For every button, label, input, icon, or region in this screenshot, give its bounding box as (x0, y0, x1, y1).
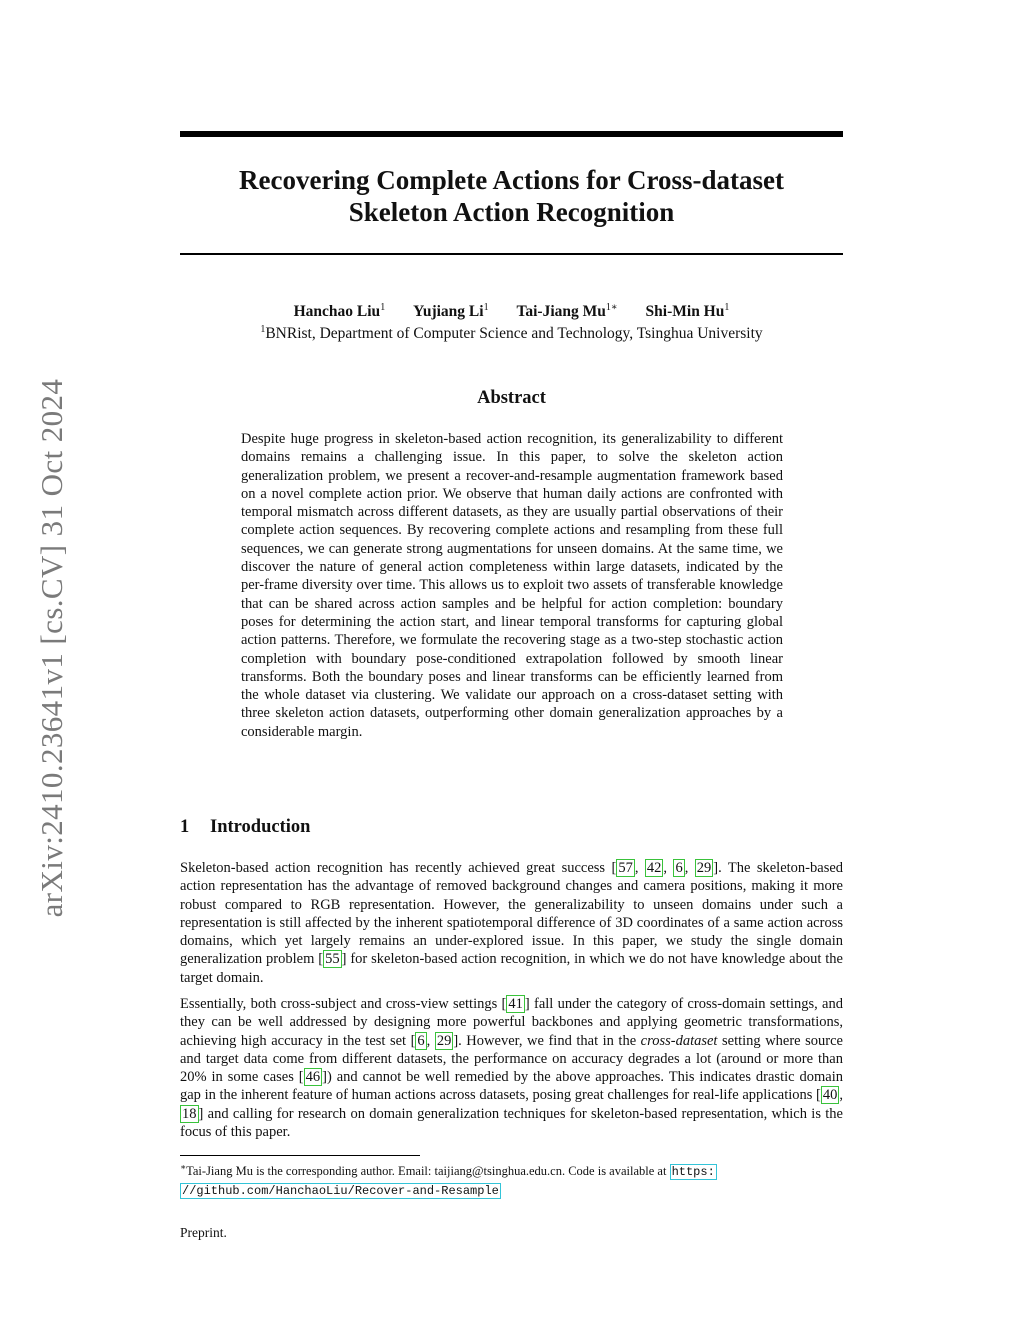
citation-link[interactable]: 57 (618, 860, 633, 876)
title-bottom-rule (180, 253, 843, 255)
citation-link[interactable]: 55 (325, 951, 340, 968)
abstract-body: Despite huge progress in skeleton-based action recognition, its generalizability to different domains remains a challenging issue. In this paper, to solve the skeleton action generalization problem, we present a recover-and-resample augmentation framework based on a novel complete action prior. We observe that human daily actions are confronted with temporal mismatch across different datasets, as they are usually partial observations of their complete action sequences. By recovering complete actions and resampling from these full sequences, we can generate strong augmentations for unseen domains. At the same time, we discover the nature of general action completeness within large datasets, indicated by the per-frame diversity over time. This allows us to exploit two assets of transferable knowledge that can be shared across action samples and be helpful for action completion: boundary poses for determining the action start, and linear temporal transforms for capturing global action patterns. Therefore, we formulate the recovering stage as a two-step stochastic action completion with boundary pose-conditioned extrapolation followed by smooth linear transforms. Both the boundary poses and linear transforms can be efficiently learned from the whole dataset via clustering. We validate our approach on a cross-dataset setting with three skeleton action datasets, outperforming other domain generalization approaches by a considerable margin. (241, 431, 783, 740)
paper-title-line-2: Skeleton Action Recognition (348, 197, 675, 227)
introduction-paragraph-1: Skeleton-based action recognition has recently achieved great success [ 57 , 42 , 6 , 29 ]. The skeleton-based action representation has the advantage of removed background changes and camera positions, making it more robust compared to RGB representation. However, the generalizability to unseen domains under such a representation is still affected by the inherent spatiotemporal difference of 3D coordinates of a same action across domains, which yet largely remains an under-explored issue. In this paper, we study the single domain generalization problem [ 55 ] for skeleton-based action recognition, in which we do not have knowledge about the target domain. (180, 860, 844, 986)
citation-link[interactable]: 29 (436, 1032, 452, 1049)
citation-link[interactable]: 46 (305, 1069, 321, 1086)
citation-link[interactable]: 6 (675, 860, 683, 876)
author-name: Tai-Jiang $Mu^{1∗}$ (516, 302, 618, 321)
citation-link[interactable]: 40 (822, 1087, 838, 1104)
author-name: Hanchao Liu$^1$ (293, 302, 386, 321)
paper-title (180, 164, 843, 228)
citation-link[interactable]: 18 (182, 1105, 197, 1122)
introduction-heading: 1 Introduction (180, 817, 311, 837)
paper-title-line-1: Recovering Complete Actions for Cross-dataset (239, 165, 784, 195)
citation-link[interactable]: 6 (417, 1032, 425, 1049)
citation-link[interactable]: 29 (696, 860, 712, 876)
author-list (180, 298, 843, 322)
author-name: Shi-Min Hu$^1$ (645, 302, 730, 321)
author-affiliation: $^1$BNRist, Department of Computer Science and Technology, Tsinghua University (260, 324, 763, 343)
abstract-heading: Abstract (477, 388, 546, 408)
citation-link[interactable]: 42 (646, 860, 662, 876)
citation-link[interactable]: 41 (508, 996, 523, 1012)
preprint-label: Preprint. (180, 1225, 227, 1240)
code-url-link[interactable]: https: (671, 1165, 715, 1180)
introduction-paragraph-2: Essentially, both cross-subject and cross-view settings [ 41 ] fall under the category of cross-domain settings, and they can be well addressed by designing more powerful backbones and applying geometric transformations, achieving high accuracy in the test set [ 6 , 29 ]. However, we find that in the cross-dataset setting where source and target data come from different datasets, the performance on accuracy degrades a lot (around or more than 20% in some cases [ 46 ]) and cannot be well remedied by the above approaches. This indicates drastic domain gap in the inherent feature of human actions across datasets, posing great challenges for real-life applications [ 40 , 18 ] and calling for research on domain generalization techniques for skeleton-based representation, which is the focus of this paper. (180, 996, 843, 1141)
footnote-rule (180, 1155, 420, 1156)
author-name: Yujiang Li$^1$ (413, 302, 489, 321)
title-top-rule (180, 131, 843, 137)
emphasis-cross-dataset: cross-dataset (640, 1032, 718, 1049)
code-url-link-continued[interactable]: //github.com/HanchaoLiu/Recover-and-Resample (182, 1184, 499, 1199)
arxiv-identifier-stamp: arXiv:2410.23641v1 [cs.CV] 31 Oct 2024 (34, 378, 69, 918)
footnote: ∗Tai-Jiang Mu is the corresponding author. Email: taijiang@tsinghua.edu.cn. Code is available at https: //github.com/HanchaoLiu/Recover-and-Resample (180, 1162, 715, 1199)
